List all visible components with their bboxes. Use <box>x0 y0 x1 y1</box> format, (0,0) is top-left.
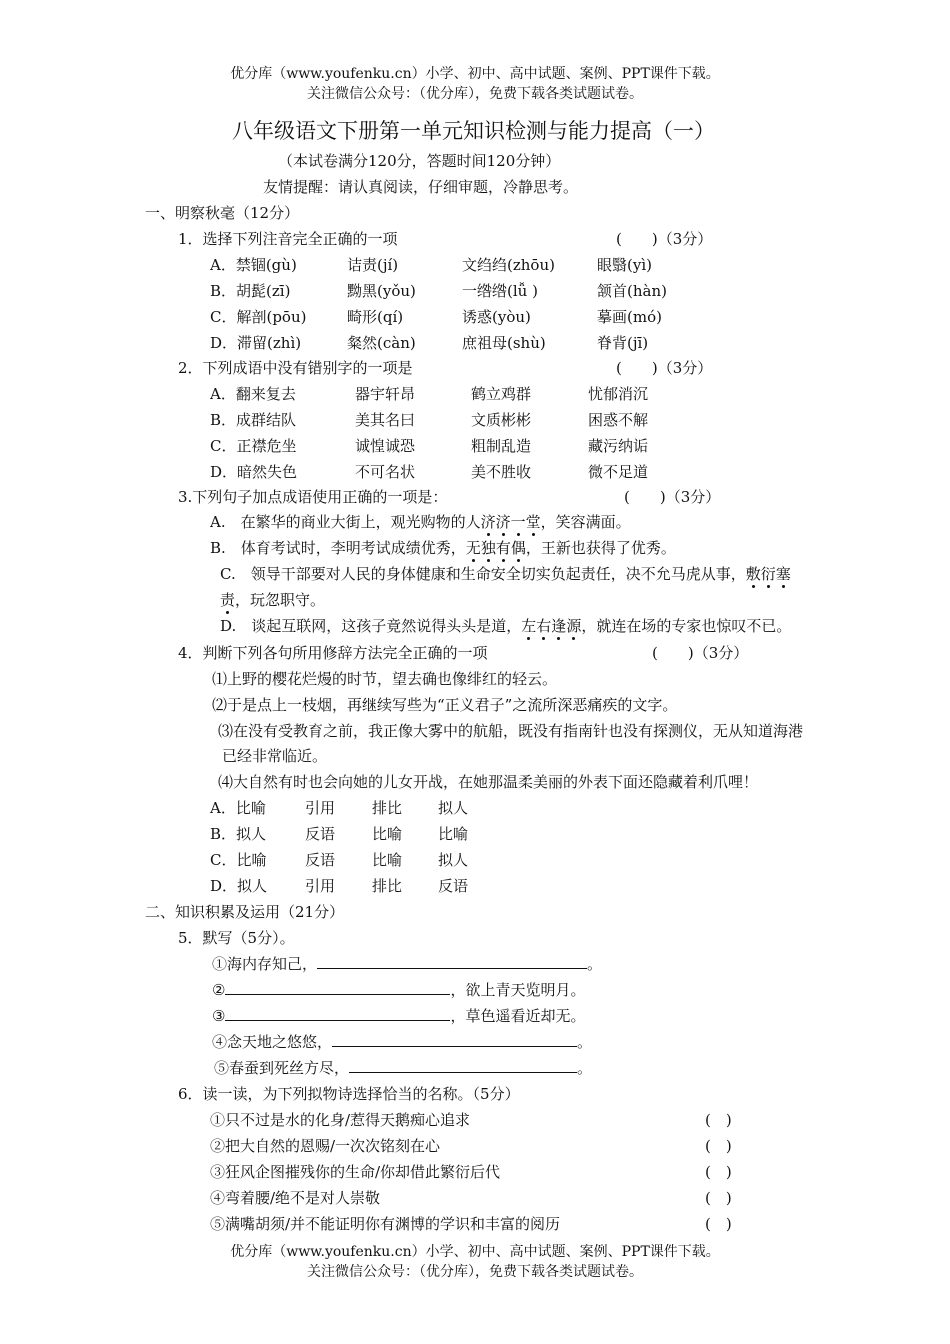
q5-line-3-prompt: ③ <box>212 1007 226 1025</box>
q4-option-d-2: 引用 <box>305 877 336 895</box>
q5-line-3 <box>212 1006 585 1026</box>
q3-stem: 3.下列句子加点成语使用正确的一项是： <box>178 488 448 506</box>
q2-option-b-3: 文质彬彬 <box>471 411 532 429</box>
emphasis-dot-char: 有 <box>495 539 511 557</box>
section-2-heading: 二、知识积累及运用（21分） <box>145 903 345 921</box>
q1-option-b: B．胡髭(zī) <box>210 282 291 300</box>
q3-option-a-tail: ，笑容满面。 <box>540 513 631 531</box>
q4-option-c: C．比喻 <box>210 851 267 869</box>
q1-option-c-2: 畸形(qí) <box>347 308 404 326</box>
q5-line-4-blank[interactable] <box>332 1032 577 1047</box>
q4-option-b: B．拟人 <box>210 825 267 843</box>
q1-option-c-4: 摹画(mó) <box>597 308 662 326</box>
q5-line-2-prompt: ② <box>212 981 226 999</box>
emphasis-dot-char: 右 <box>536 617 552 635</box>
q1-option-d-4: 脊背(jī) <box>597 334 649 352</box>
q5-line-5 <box>214 1058 592 1078</box>
q3-option-c <box>220 564 791 584</box>
q4-option-d: D．拟人 <box>210 877 268 895</box>
q3-option-d-text: D. 谈起互联网，这孩子竟然说得头头是道， <box>220 617 522 635</box>
emphasis-dot-char: 偶 <box>510 539 526 557</box>
section-1-heading: 一、明察秋毫（12分） <box>145 204 300 222</box>
q3-option-c-tail: ，玩忽职守。 <box>235 591 326 609</box>
q6-item-3: ③狂风企图摧残你的生命/你却借此繁衍后代 <box>210 1163 501 1181</box>
page-header-line-1: 优分库（www.youfenku.cn）小学、初中、高中试题、案例、PPT课件下载。 <box>230 66 720 82</box>
emphasis-dot-char: 责 <box>220 591 236 609</box>
q2-option-c-4: 藏污纳诟 <box>588 437 649 455</box>
q6-item-1-paren[interactable]: ( ) <box>705 1111 732 1129</box>
q3-answer-paren: ( )（3分） <box>624 488 721 506</box>
q5-line-4-end: 。 <box>577 1033 593 1051</box>
q4-sentence-3-cont: 已经非常临近。 <box>222 747 328 765</box>
q1-option-a-4: 眼翳(yì) <box>597 256 652 274</box>
q3-option-c-idiom-end <box>220 591 235 609</box>
emphasis-dot-char: 堂 <box>525 513 541 531</box>
q4-option-a-4: 拟人 <box>438 799 469 817</box>
q6-item-1: ①只不过是水的化身/惹得天鹅痴心追求 <box>210 1111 471 1129</box>
q4-option-d-3: 排比 <box>372 877 403 895</box>
q4-option-c-3: 比喻 <box>372 851 403 869</box>
q2-option-b: B．成群结队 <box>210 411 297 429</box>
q1-option-b-3: 一绺绺(lǚ ) <box>462 282 538 300</box>
q5-line-1-end: 。 <box>587 955 603 973</box>
exam-title: 八年级语文下册第一单元知识检测与能力提高（一） <box>232 119 715 143</box>
q1-option-c: C．解剖(pōu) <box>210 308 307 326</box>
emphasis-dot-char: 无 <box>465 539 481 557</box>
q2-option-d: D．暗然失色 <box>210 463 298 481</box>
q6-stem: 6．读一读，为下列拟物诗选择恰当的名称。（5分） <box>178 1085 520 1103</box>
emphasis-dot-char: 塞 <box>775 565 791 583</box>
q2-answer-paren: ( )（3分） <box>616 359 713 377</box>
q3-option-b-tail: ，王新也获得了优秀。 <box>525 539 676 557</box>
q5-line-5-prompt: ⑤春蚕到死丝方尽， <box>214 1059 350 1077</box>
q6-item-5: ⑤满嘴胡须/并不能证明你有渊博的学识和丰富的阅历 <box>210 1215 561 1233</box>
q4-option-b-4: 比喻 <box>438 825 469 843</box>
q1-option-d-3: 庶祖母(shù) <box>462 334 546 352</box>
q5-line-1-prompt: ①海内存知己， <box>212 955 318 973</box>
q2-option-d-4: 微不足道 <box>588 463 649 481</box>
q2-stem: 2．下列成语中没有错别字的一项是 <box>178 359 413 377</box>
q2-option-b-4: 困惑不解 <box>588 411 649 429</box>
q3-option-d-tail: ，就连在场的专家也惊叹不已。 <box>581 617 792 635</box>
q6-item-4: ④弯着腰/绝不是对人崇敬 <box>210 1189 381 1207</box>
q2-option-c-3: 粗制乱造 <box>471 437 532 455</box>
emphasis-dot-char: 独 <box>480 539 496 557</box>
q5-line-2-blank[interactable] <box>225 980 450 995</box>
q5-line-5-blank[interactable] <box>349 1058 577 1073</box>
q2-option-a-4: 忧郁消沉 <box>588 385 649 403</box>
q3-option-a-idiom <box>481 513 541 531</box>
page-footer-line-2: 关注微信公众号：（优分库），免费下载各类试题试卷。 <box>307 1264 643 1280</box>
q4-option-d-4: 反语 <box>438 877 469 895</box>
q3-option-d-idiom <box>521 617 581 635</box>
q5-stem: 5．默写（5分）。 <box>178 929 295 947</box>
q2-option-c: C．正襟危坐 <box>210 437 297 455</box>
q1-option-c-3: 诱惑(yòu) <box>462 308 531 326</box>
q4-option-b-2: 反语 <box>305 825 336 843</box>
q1-option-b-2: 黝黑(yǒu) <box>347 282 416 300</box>
q3-option-c-text: C. 领导干部要对人民的身体健康和生命安全切实负起责任，决不允马虎从事， <box>220 565 746 583</box>
emphasis-dot-char: 衍 <box>760 565 776 583</box>
q1-option-a-2: 诘责(jí) <box>347 256 399 274</box>
q2-option-a-2: 器宇轩昂 <box>355 385 416 403</box>
q5-line-4 <box>212 1032 592 1052</box>
q4-option-c-2: 反语 <box>305 851 336 869</box>
q3-option-b-idiom <box>466 539 526 557</box>
q2-option-a: A．翻来复去 <box>210 385 296 403</box>
emphasis-dot-char: 一 <box>510 513 526 531</box>
q6-item-2: ②把大自然的恩赐/一次次铭刻在心 <box>210 1137 441 1155</box>
q5-line-4-prompt: ④念天地之悠悠， <box>212 1033 333 1051</box>
reminder: 友情提醒：请认真阅读，仔细审题，冷静思考。 <box>263 178 579 196</box>
q3-option-a <box>210 512 631 532</box>
emphasis-dot-char: 济 <box>495 513 511 531</box>
q3-option-b-text: B. 体育考试时，李明考试成绩优秀， <box>210 539 466 557</box>
q3-option-c-idiom <box>746 565 791 583</box>
q3-option-d <box>220 616 791 636</box>
q1-option-d: D．滞留(zhì) <box>210 334 302 352</box>
q6-item-3-paren[interactable]: ( ) <box>705 1163 732 1181</box>
q5-line-5-end: 。 <box>577 1059 593 1077</box>
page-header-line-2: 关注微信公众号：（优分库），免费下载各类试题试卷。 <box>307 86 643 102</box>
q6-item-5-paren[interactable]: ( ) <box>705 1215 732 1233</box>
q3-option-b <box>210 538 676 558</box>
emphasis-dot-char: 左 <box>521 617 537 635</box>
q2-option-a-3: 鹤立鸡群 <box>471 385 532 403</box>
emphasis-dot-char: 济 <box>480 513 496 531</box>
q1-option-a: A．禁锢(gù) <box>210 256 297 274</box>
q3-option-c-cont <box>220 590 325 610</box>
q4-option-a-3: 排比 <box>372 799 403 817</box>
q1-option-d-2: 粲然(càn) <box>347 334 416 352</box>
q4-sentence-4: ⑷大自然有时也会向她的儿女开战，在她那温柔美丽的外表下面还隐藏着利爪哩！ <box>218 773 759 791</box>
q4-option-c-4: 拟人 <box>438 851 469 869</box>
exam-subtitle: （本试卷满分120分，答题时间120分钟） <box>278 152 561 170</box>
q4-sentence-1: ⑴上野的樱花烂熳的时节，望去确也像绯红的轻云。 <box>212 670 558 688</box>
q5-line-1 <box>212 954 602 974</box>
q2-option-d-2: 不可名状 <box>355 463 416 481</box>
q2-option-c-2: 诚惶诚恐 <box>355 437 416 455</box>
q4-sentence-2: ⑵于是点上一枝烟，再继续写些为“正义君子”之流所深恶痛疾的文字。 <box>212 696 678 714</box>
q4-sentence-3: ⑶在没有受教育之前，我正像大雾中的航船，既没有指南针也没有探测仪，无从知道海港 <box>218 722 804 740</box>
q3-option-a-text: A. 在繁华的商业大街上，观光购物的人 <box>210 513 481 531</box>
q6-item-4-paren[interactable]: ( ) <box>705 1189 732 1207</box>
emphasis-dot-char: 敷 <box>745 565 761 583</box>
q4-option-a-2: 引用 <box>305 799 336 817</box>
q1-option-a-3: 文绉绉(zhōu) <box>462 256 555 274</box>
q1-answer-paren: ( )（3分） <box>616 230 713 248</box>
q5-line-3-end: ，草色遥看近却无。 <box>450 1007 586 1025</box>
q4-answer-paren: ( )（3分） <box>652 644 749 662</box>
q5-line-2 <box>212 980 585 1000</box>
q4-option-a: A．比喻 <box>210 799 266 817</box>
q2-option-d-3: 美不胜收 <box>471 463 532 481</box>
page-footer-line-1: 优分库（www.youfenku.cn）小学、初中、高中试题、案例、PPT课件下载。 <box>230 1244 720 1260</box>
q5-line-1-blank[interactable] <box>317 954 587 969</box>
q1-stem: 1．选择下列注音完全正确的一项 <box>178 230 398 248</box>
q6-item-2-paren[interactable]: ( ) <box>705 1137 732 1155</box>
q1-option-b-4: 颔首(hàn) <box>597 282 667 300</box>
q4-option-b-3: 比喻 <box>372 825 403 843</box>
q5-line-3-blank[interactable] <box>225 1006 450 1021</box>
emphasis-dot-char: 源 <box>566 617 582 635</box>
q4-stem: 4．判断下列各句所用修辞方法完全正确的一项 <box>178 644 488 662</box>
emphasis-dot-char: 逢 <box>551 617 567 635</box>
q5-line-2-end: ，欲上青天览明月。 <box>450 981 586 999</box>
q2-option-b-2: 美其名曰 <box>355 411 416 429</box>
